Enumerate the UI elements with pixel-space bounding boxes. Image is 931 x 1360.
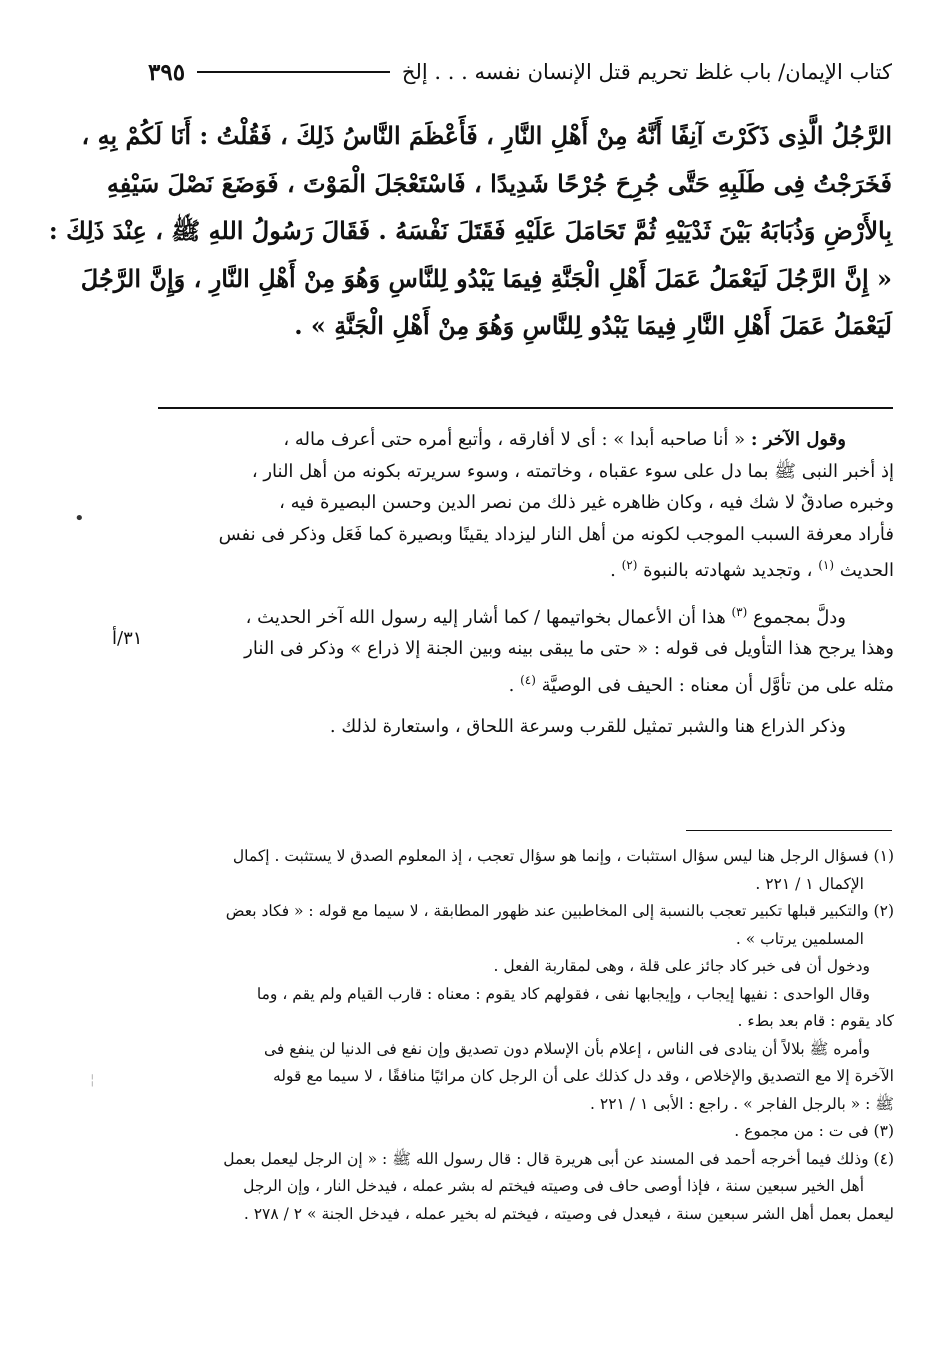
hadith-line: لَيَعْمَلُ عَمَلَ أَهْلِ النَّارِ فِيمَا يَبْدُو لِلنَّاسِ وَهُوَ مِنْ أَهْلِ الْجَنَّةِ » .	[294, 311, 892, 340]
footnote-line: الآخرة إلا مع التصديق والإخلاص ، وقد دل كذلك على أن الرجل كان مرائيًا منافقًا ، لا سيما مع قوله	[272, 1067, 894, 1085]
footnotes	[158, 843, 894, 1228]
page-number: ٣٩٥	[148, 58, 186, 86]
commentary-text: .	[610, 560, 616, 581]
chapter-title: كتاب الإيمان/ باب غلظ تحريم قتل الإنسان نفسه . . . إلخ	[401, 60, 892, 84]
footnote-line: أهل الخير سبعين سنة ، فإذا أوصى حاف فى وصيته فيختم له بشر عمله ، فيدخل النار ، وإن الرجل	[243, 1177, 864, 1195]
footnote-line: ودخول أن فى خبر كاد جائز على قلة ، وهى لمقاربة الفعل .	[493, 957, 870, 975]
commentary-lead: وقول الآخر :	[750, 429, 846, 450]
commentary-line	[158, 550, 894, 587]
footnote-line: وقال الواحدى : نفيها إيجاب ، وإيجابها نفى ، فقولهم كاد يقوم : معناه : قارب القيام ولم يقم ، وما	[256, 984, 870, 1003]
margin-mark: •	[74, 508, 85, 529]
footnote-divider	[686, 830, 892, 831]
commentary-text: الحديث	[839, 560, 894, 581]
footnote-line: كاد يقوم : قام بعد بطء .	[737, 1012, 894, 1030]
footnote-line: وأمره ﷺ بلالاً أن ينادى فى الناس ، إعلام بأن الإسلام دون تصديق وإن نفع فى الدنيا لن ينفع فى	[263, 1039, 870, 1058]
footnote-marker[interactable]: (٣)	[731, 604, 748, 619]
hadith-line: بِالأَرْضِ وَذُبَابَهُ بَيْنَ ثَدْيَيْهِ ثُمَّ تَحَامَلَ عَلَيْهِ فَقَتَلَ نَفْسَهُ . فَقَالَ رَسُولُ اللهِ ﷺ ، عِنْدَ ذَلِكَ :	[48, 216, 892, 245]
commentary-text: .	[508, 674, 515, 696]
footnote-line: (٤) وذلك فيما أخرجه أحمد فى المسند عن أبى هريرة قال : قال رسول الله ﷺ : « إن الرجل ليعمل بعمل	[223, 1149, 894, 1168]
footnote-line: (١) فسؤال الرجل هنا ليس سؤال استثبات ، وإنما هو سؤال تعجب ، إذ المعلوم الصدق لا يستثبت . إكمال	[232, 847, 894, 865]
footnote-line: (٢) والتكبير قبلها تكبير تعجب بالنسبة إلى المخاطبين عند ظهور المطابقة ، لا سيما مع قوله : « فكاد بعض	[225, 902, 894, 920]
commentary	[158, 424, 894, 743]
commentary-line	[158, 665, 894, 702]
commentary-line: وخبره صادقٌ لا شك فيه ، وكان ظاهره غير ذلك من نصر الدين وحسن البصيرة فيه ،	[279, 492, 894, 513]
commentary-text: ودلَّ بمجموع	[753, 606, 846, 628]
commentary-line: وذكر الذراع هنا والشبر تمثيل للقرب وسرعة اللحاق ، واستعارة لذلك .	[329, 716, 846, 737]
commentary-line: إذ أخبر النبى ﷺ بما دل على سوء عقباه ، وخاتمته ، وسوء سريرته بكونه من أهل النار ،	[251, 460, 894, 482]
footnote-marker[interactable]: (١)	[818, 558, 835, 572]
footnote-line: (٣) فى ت : من مجموع .	[734, 1122, 894, 1140]
commentary-text: « أنا صاحبه أبدا » : أى لا أفارقه ، وأتبع أمره حتى أعرف ماله ،	[283, 429, 746, 450]
footnote-line: ﷺ : « بالرجل الفاجر » . راجع : الأبى ١ / ٢٢١ .	[590, 1094, 894, 1113]
margin-mark: ¦	[90, 1072, 95, 1088]
commentary-text: ، وتجديد شهادته بالنبوة	[643, 560, 813, 581]
section-divider	[158, 407, 893, 409]
footnote-line: المسلمين يرتاب » .	[735, 929, 864, 948]
commentary-line: فأراد معرفة السبب الموجب لكونه من أهل النار ليزداد يقينًا وبصيرة كما فَعَل وذكر فى نفس	[218, 523, 894, 545]
commentary-text: مثله على من تأوَّل أن معناه : الحيف فى الوصيَّة	[541, 674, 894, 696]
manuscript-folio-ref: ٣١/أ	[112, 628, 143, 649]
commentary-line	[158, 424, 894, 456]
commentary-line	[158, 597, 894, 634]
footnote-line: ليعمل بعمل أهل الشر سبعين سنة ، فيعدل فى وصيته ، فيختم له بخير عمله ، فيدخل الجنة » ٢ / ٢٧٨ .	[243, 1204, 894, 1223]
hadith-line: فَخَرَجْتُ فِى طَلَبِهِ حَتَّى جُرِحَ جُرْحًا شَدِيدًا ، فَاسْتَعْجَلَ الْمَوْتَ ، فَوَضَعَ نَصْلَ سَيْفِهِ	[106, 168, 892, 198]
commentary-text: هذا أن الأعمال بخواتيمها / كما أشار إليه رسول الله آخر الحديث ،	[245, 606, 726, 628]
running-header	[148, 52, 892, 92]
header-rule	[197, 71, 390, 73]
footnote-marker[interactable]: (٢)	[621, 558, 638, 572]
commentary-line: وهذا يرجح هذا التأويل فى قوله : « حتى ما يبقى بينه وبين الجنة إلا ذراع » وذكر فى النار	[244, 638, 894, 659]
hadith-text	[48, 112, 892, 350]
footnote-line: الإكمال ١ / ٢٢١ .	[755, 874, 864, 893]
hadith-line: الرَّجُلُ الَّذِى ذَكَرْتَ آنِفًا أَنَّهُ مِنْ أَهْلِ النَّارِ ، فَأَعْظَمَ النَّاسُ ذَلِكَ ، فَقُلْتُ : أَنَا لَكُمْ بِهِ ،	[81, 121, 892, 150]
footnote-marker[interactable]: (٤)	[520, 672, 536, 687]
hadith-line: « إِنَّ الرَّجُلَ لَيَعْمَلُ عَمَلَ أَهْلِ الْجَنَّةِ فِيمَا يَبْدُو لِلنَّاسِ وَهُوَ مِنْ أَهْلِ النَّارِ ، وَإِنَّ الرَّجُلَ	[80, 263, 892, 293]
